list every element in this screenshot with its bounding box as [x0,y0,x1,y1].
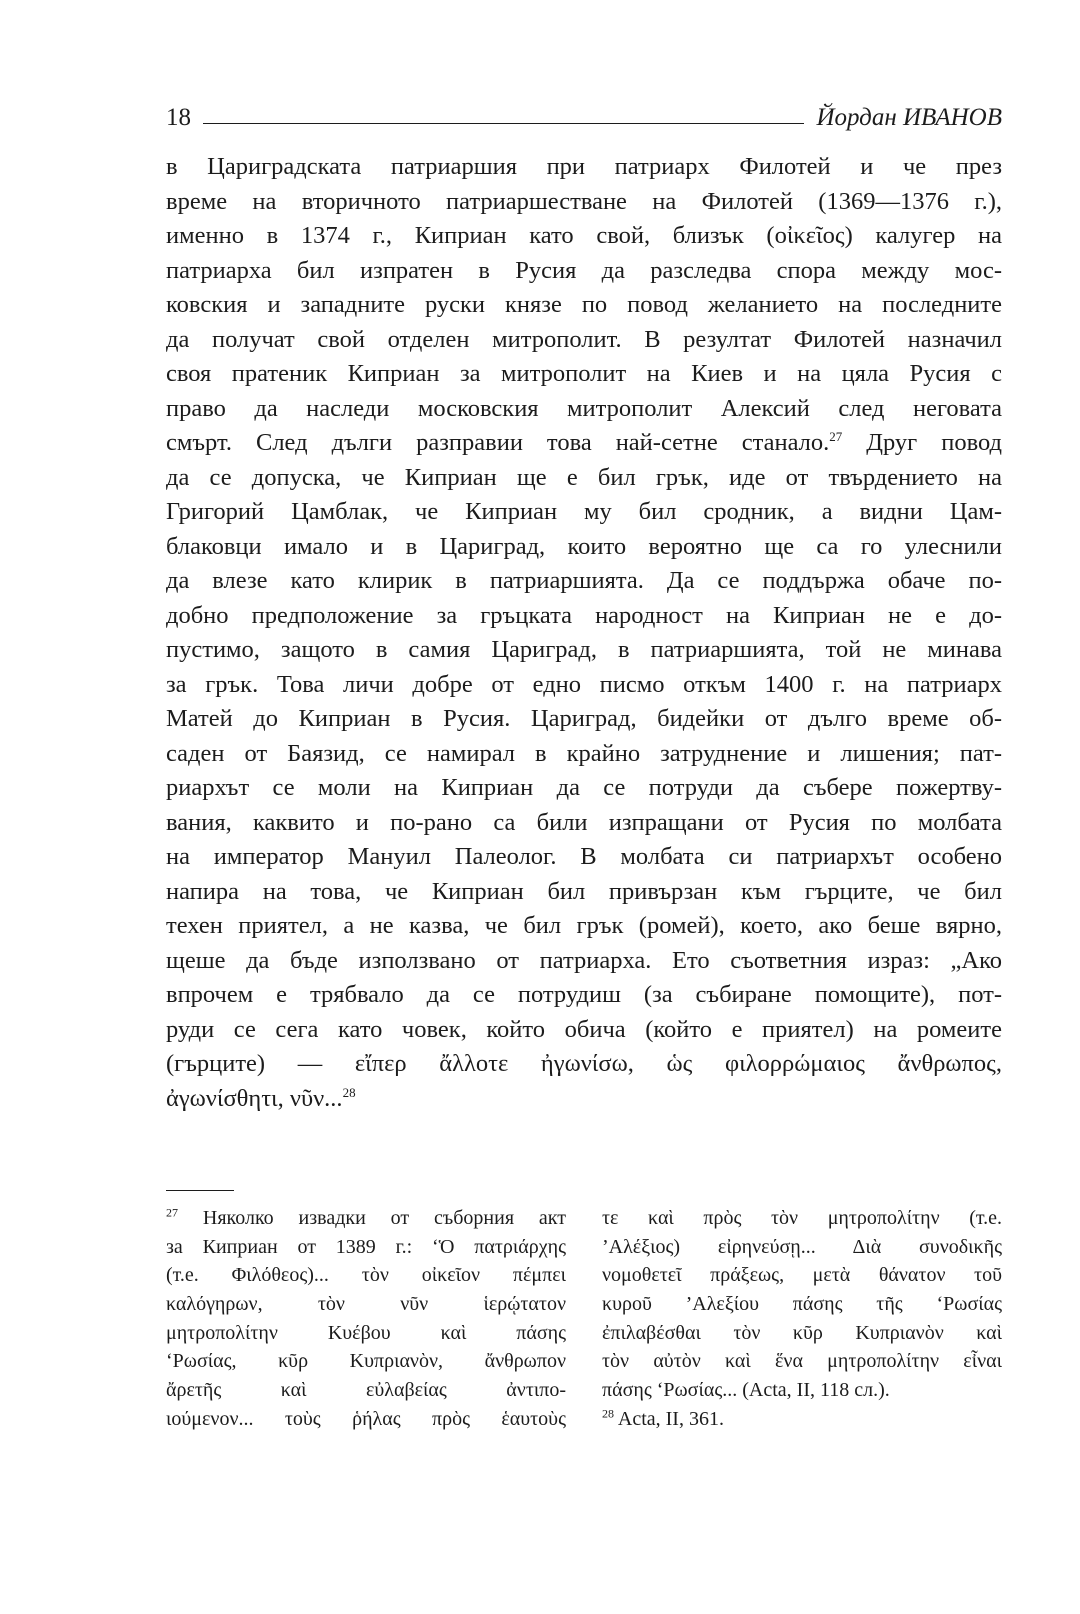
footnote-line [602,1405,1002,1434]
body-line-text: Друг повод [842,429,1002,456]
footnote-line: τὸν αὐτὸν καὶ ἕνα μητροπολίτην εἶναι [602,1350,1002,1373]
body-line [166,426,1002,461]
footnotes [166,1204,1002,1434]
footnote-line: ‘Ρωσίας, κῦρ Κυπριανὸν, ἄνθρωπον [166,1350,566,1373]
body-line: руди се сега като човек, който обича (който е приятел) на ромеите [166,1015,1002,1043]
body-line: вания, каквито и по-рано са били изпращани от Русия по молбата [166,808,1002,836]
body-line: време на вторичното патриаршестване на Филотей (1369—1376 г.), [166,187,1002,215]
footnote-line: за Киприан от 1389 г.: ‘Ὁ πατριάρχης [166,1235,566,1258]
body-text [166,150,1002,1116]
body-line: да се допуска, че Киприан ще е бил грък, иде от твърдението на [166,463,1002,491]
footnote-ref-27[interactable]: 27 [829,428,843,444]
body-line: да влезе като клирик в патриаршията. Да се поддържа обаче по- [166,567,1002,594]
footnote-text: Acta, II, 361. [614,1407,724,1430]
footnote-line: νομοθετεῖ πράξεως, μετὰ θάνατον τοῦ [602,1264,1002,1287]
body-line: Григорий Цамблак, че Киприан му бил сродник, а видни Цам- [166,498,1002,525]
body-line: да получат свой отделен митрополит. В резултат Филотей назначил [166,325,1002,353]
page-number: 18 [166,104,191,131]
body-line: в Цариградската патриаршия при патриарх Филотей и че през [166,153,1002,180]
header-rule [203,123,804,124]
body-line: техен приятел, а не казва, че бил грък (ромей), което, ако беше вярно, [166,912,1002,939]
body-line: впрочем е трябвало да се потрудиш (за събиране помощите), пот- [166,981,1002,1008]
body-line: за грък. Това личи добре от едно писмо откъм 1400 г. на патриарх [166,670,1002,698]
body-line: саден от Баязид, се намирал в крайно затруднение и лишения; пат- [166,739,1002,767]
footnote-line: ιούμενον... τοὺς ῥήλας πρὸς ἑαυτοὺς [166,1407,566,1430]
body-line: на император Мануил Палеолог. В молбата си патриархът особено [166,843,1002,870]
body-line: именно в 1374 г., Киприан като свой, близък (οἰκεῖος) калугер на [166,222,1002,249]
body-line: пустимо, защото в самия Цариград, в патриаршията, той не минава [166,636,1002,663]
footnote-line [166,1204,566,1233]
body-line: ковския и западните руски князе по повод желанието на последните [166,291,1002,318]
body-line: щеше да бъде използвано от патриарха. Ето съответния израз: „Ако [166,946,1002,974]
footnote-line: πάσης ‘Ρωσίας... (Acta, II, 118 сл.). [602,1379,890,1402]
body-line: патриарха бил изпратен в Русия да разследва спора между мос- [166,256,1002,284]
body-line: право да наследи московския митрополит Алексий след неговата [166,394,1002,422]
body-line: (гърците) — εἴπερ ἄλλοτε ἠγωνίσω, ὡς φιλορρώμαιος ἄνθρωπος, [166,1050,1002,1077]
footnote-ref-28[interactable]: 28 [342,1084,356,1100]
footnote-separator [166,1190,234,1191]
footnote-line: ’Αλέξιος) εἰρηνεύσῃ... Διὰ συνοδικῆς [602,1235,1002,1258]
page-header [166,90,1002,130]
body-line: блаковци имало и в Цариград, които вероятно ще са го улеснили [166,532,1002,560]
footnote-line: καλόγηρων, τὸν νῦν ἱερῴτατον [166,1293,566,1316]
body-line-text: ἀγωνίσθητι, νῦν... [166,1084,343,1112]
body-line: добно предположение за гръцката народност на Киприан не е до- [166,601,1002,629]
body-line: Матей до Киприан в Русия. Цариград, бидейки от дълго време об- [166,705,1002,732]
body-line: риархът се моли на Киприан да се потруди да събере пожертву- [166,774,1002,801]
running-head: Йордан ИВАНОВ [816,104,1002,131]
footnote-line: (т.е. Φιλόθεος)... τὸν οἰκεῖον πέμπει [166,1264,566,1287]
footnote-line: τε καὶ πρὸς τὸν μητροπολίτην (т.е. [602,1207,1002,1229]
footnote-number-28: 28 [602,1406,614,1421]
footnote-text: Няколко извадки от съборния акт [178,1207,566,1229]
footnote-line: μητροπολίτην Κυέβου καὶ πάσης [166,1321,566,1344]
body-line [166,1082,1002,1117]
footnote-column-left [166,1204,566,1434]
footnote-line: ἐπιλαβέσθαι τὸν κῦρ Κυπριανὸν καὶ [602,1321,1002,1344]
footnote-line: κυροῦ ’Αλεξίου πάσης τῆς ‘Ρωσίας [602,1293,1002,1316]
footnote-column-right [602,1204,1002,1434]
body-line-text: смърт. След дълги разправии това най-сетне станало. [166,429,830,456]
body-line: своя пратеник Киприан за митрополит на Киев и на цяла Русия с [166,360,1002,387]
footnote-number-27: 27 [166,1205,178,1220]
body-line: напира на това, че Киприан бил привързан към гърците, че бил [166,877,1002,905]
footnote-line: ἄρετῆς καὶ εὐλαβείας ἀντιπο- [166,1379,566,1402]
